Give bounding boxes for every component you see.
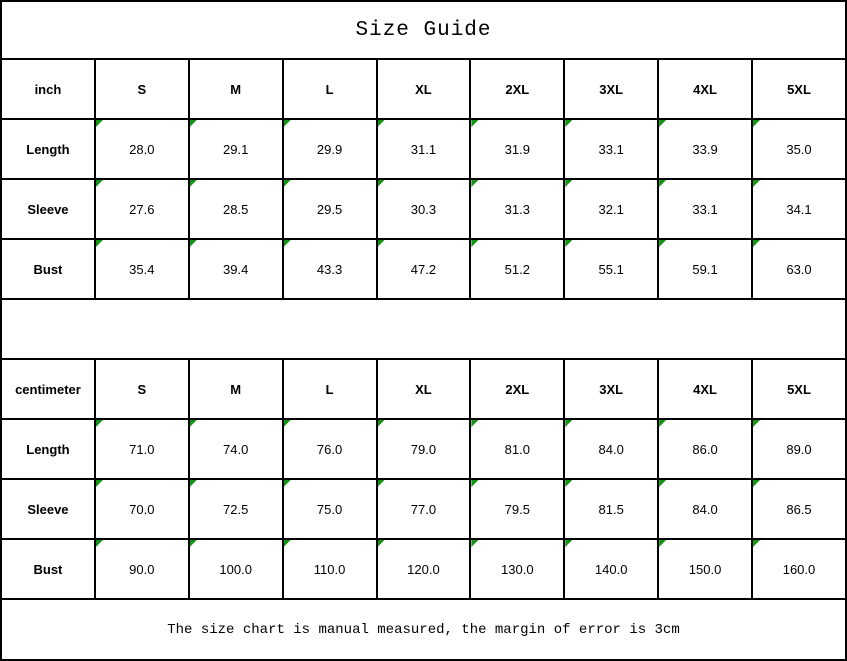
value-cell: [658, 479, 752, 539]
cell-flag-icon: [659, 540, 666, 547]
value-cell: [752, 539, 846, 599]
value-text: 59.1: [692, 261, 718, 277]
cell-flag-icon: [284, 120, 291, 127]
row-label-length: Length: [1, 119, 95, 179]
size-header-s: S: [95, 359, 189, 419]
value-text: 77.0: [410, 501, 437, 517]
value-text: 63.0: [786, 261, 812, 277]
inch-bust-row: [1, 239, 846, 299]
value-cell: [95, 539, 189, 599]
value-cell: [189, 479, 283, 539]
value-text: 33.1: [598, 141, 624, 157]
value-cell: [189, 419, 283, 479]
centimeter-length-row: [1, 419, 846, 479]
value-text: 86.0: [692, 441, 718, 457]
size-header-s: S: [95, 59, 189, 119]
value-cell: [189, 179, 283, 239]
value-cell: [752, 119, 846, 179]
value-text: 89.0: [786, 441, 812, 457]
cell-flag-icon: [753, 480, 760, 487]
value-text: 76.0: [316, 441, 343, 457]
cell-flag-icon: [753, 120, 760, 127]
size-header-2xl: 2XL: [470, 359, 564, 419]
cell-flag-icon: [471, 420, 478, 427]
size-header-3xl: 3XL: [564, 359, 658, 419]
footer-note: The size chart is manual measured, the margin of error is 3cm: [1, 599, 846, 660]
row-label-length: Length: [1, 419, 95, 479]
value-cell: [283, 419, 377, 479]
cell-flag-icon: [96, 420, 103, 427]
value-text: 43.3: [316, 261, 343, 277]
spacer-row: [1, 299, 846, 359]
unit-header-centimeter: centimeter: [1, 359, 95, 419]
size-header-xl: XL: [377, 359, 471, 419]
value-text: 71.0: [129, 441, 155, 457]
value-cell: [95, 119, 189, 179]
value-cell: [470, 239, 564, 299]
cell-flag-icon: [284, 180, 291, 187]
value-text: 28.5: [223, 201, 249, 217]
value-cell: [283, 479, 377, 539]
value-cell: [95, 419, 189, 479]
value-cell: [564, 539, 658, 599]
cell-flag-icon: [565, 120, 572, 127]
value-text: 79.5: [504, 501, 530, 517]
value-text: 130.0: [501, 561, 534, 577]
cell-flag-icon: [284, 480, 291, 487]
value-cell: [658, 419, 752, 479]
size-header-l: L: [283, 59, 377, 119]
value-cell: [377, 479, 471, 539]
cell-flag-icon: [753, 240, 760, 247]
cell-flag-icon: [565, 240, 572, 247]
cell-flag-icon: [659, 120, 666, 127]
cell-flag-icon: [565, 420, 572, 427]
size-header-5xl: 5XL: [752, 59, 846, 119]
cell-flag-icon: [190, 120, 197, 127]
value-cell: [95, 479, 189, 539]
value-text: 27.6: [129, 201, 155, 217]
value-cell: [658, 119, 752, 179]
footer-row: [1, 599, 846, 660]
value-text: 120.0: [407, 561, 440, 577]
inch-sleeve-row: [1, 179, 846, 239]
value-text: 100.0: [219, 561, 252, 577]
value-text: 70.0: [129, 501, 155, 517]
value-text: 33.1: [692, 201, 718, 217]
value-cell: [564, 119, 658, 179]
value-text: 30.3: [410, 201, 437, 217]
value-cell: [564, 179, 658, 239]
cell-flag-icon: [378, 420, 385, 427]
cell-flag-icon: [565, 180, 572, 187]
value-text: 72.5: [223, 501, 249, 517]
value-cell: [470, 179, 564, 239]
value-text: 55.1: [598, 261, 624, 277]
cell-flag-icon: [96, 120, 103, 127]
value-cell: [377, 539, 471, 599]
value-cell: [470, 479, 564, 539]
value-cell: [189, 239, 283, 299]
value-text: 29.9: [316, 141, 343, 157]
row-label-sleeve: Sleeve: [1, 479, 95, 539]
centimeter-bust-row: [1, 539, 846, 599]
value-cell: [470, 419, 564, 479]
cell-flag-icon: [190, 480, 197, 487]
cell-flag-icon: [284, 420, 291, 427]
value-cell: [752, 479, 846, 539]
value-text: 39.4: [223, 261, 249, 277]
value-text: 160.0: [782, 561, 816, 577]
value-text: 79.0: [410, 441, 437, 457]
cell-flag-icon: [190, 420, 197, 427]
row-label-bust: Bust: [1, 239, 95, 299]
value-cell: [377, 119, 471, 179]
value-text: 140.0: [594, 561, 628, 577]
cell-flag-icon: [565, 480, 572, 487]
size-header-5xl: 5XL: [752, 359, 846, 419]
cell-flag-icon: [471, 480, 478, 487]
title-row: [1, 1, 846, 59]
value-cell: [564, 419, 658, 479]
value-cell: [658, 179, 752, 239]
value-text: 75.0: [316, 501, 343, 517]
centimeter-sleeve-row: [1, 479, 846, 539]
inch-header-row: [1, 59, 846, 119]
value-text: 81.0: [504, 441, 530, 457]
size-header-3xl: 3XL: [564, 59, 658, 119]
cell-flag-icon: [96, 480, 103, 487]
value-cell: [283, 119, 377, 179]
cell-flag-icon: [378, 240, 385, 247]
cell-flag-icon: [190, 540, 197, 547]
cell-flag-icon: [378, 540, 385, 547]
value-cell: [752, 179, 846, 239]
size-header-4xl: 4XL: [658, 359, 752, 419]
cell-flag-icon: [753, 540, 760, 547]
cell-flag-icon: [96, 180, 103, 187]
cell-flag-icon: [659, 480, 666, 487]
value-text: 34.1: [786, 201, 812, 217]
value-text: 84.0: [692, 501, 718, 517]
size-header-4xl: 4XL: [658, 59, 752, 119]
cell-flag-icon: [96, 240, 103, 247]
cell-flag-icon: [565, 540, 572, 547]
cell-flag-icon: [378, 480, 385, 487]
value-text: 31.9: [504, 141, 530, 157]
value-cell: [283, 539, 377, 599]
cell-flag-icon: [659, 240, 666, 247]
cell-flag-icon: [284, 240, 291, 247]
cell-flag-icon: [659, 180, 666, 187]
value-text: 33.9: [692, 141, 718, 157]
cell-flag-icon: [753, 180, 760, 187]
cell-flag-icon: [284, 540, 291, 547]
cell-flag-icon: [378, 120, 385, 127]
cell-flag-icon: [190, 240, 197, 247]
cell-flag-icon: [96, 540, 103, 547]
value-text: 74.0: [223, 441, 249, 457]
value-cell: [189, 539, 283, 599]
cell-flag-icon: [378, 180, 385, 187]
cell-flag-icon: [753, 420, 760, 427]
value-text: 81.5: [598, 501, 624, 517]
value-text: 31.3: [504, 201, 530, 217]
cell-flag-icon: [659, 420, 666, 427]
value-cell: [283, 179, 377, 239]
cell-flag-icon: [190, 180, 197, 187]
value-text: 31.1: [410, 141, 437, 157]
value-text: 35.0: [786, 141, 812, 157]
size-header-l: L: [283, 359, 377, 419]
centimeter-header-row: [1, 359, 846, 419]
spacer-cell: [1, 299, 846, 359]
page-title: Size Guide: [1, 1, 846, 59]
size-header-m: M: [189, 59, 283, 119]
value-text: 32.1: [598, 201, 624, 217]
value-text: 29.1: [223, 141, 249, 157]
value-cell: [752, 419, 846, 479]
cell-flag-icon: [471, 540, 478, 547]
value-text: 35.4: [129, 261, 155, 277]
value-cell: [470, 539, 564, 599]
value-cell: [658, 239, 752, 299]
value-text: 29.5: [316, 201, 343, 217]
row-label-sleeve: Sleeve: [1, 179, 95, 239]
value-cell: [189, 119, 283, 179]
value-cell: [95, 179, 189, 239]
unit-header-inch: inch: [1, 59, 95, 119]
value-cell: [564, 479, 658, 539]
value-text: 110.0: [313, 561, 346, 577]
value-text: 51.2: [504, 261, 530, 277]
inch-length-row: [1, 119, 846, 179]
value-cell: [377, 179, 471, 239]
value-text: 28.0: [129, 141, 155, 157]
value-cell: [377, 419, 471, 479]
value-text: 86.5: [786, 501, 812, 517]
cell-flag-icon: [471, 240, 478, 247]
value-cell: [564, 239, 658, 299]
value-cell: [95, 239, 189, 299]
row-label-bust: Bust: [1, 539, 95, 599]
value-cell: [377, 239, 471, 299]
value-text: 150.0: [688, 561, 722, 577]
value-text: 90.0: [129, 561, 155, 577]
value-text: 47.2: [410, 261, 437, 277]
value-cell: [752, 239, 846, 299]
value-cell: [470, 119, 564, 179]
cell-flag-icon: [471, 120, 478, 127]
value-cell: [283, 239, 377, 299]
cell-flag-icon: [471, 180, 478, 187]
size-header-m: M: [189, 359, 283, 419]
size-header-2xl: 2XL: [470, 59, 564, 119]
value-text: 84.0: [598, 441, 624, 457]
value-cell: [658, 539, 752, 599]
size-header-xl: XL: [377, 59, 471, 119]
